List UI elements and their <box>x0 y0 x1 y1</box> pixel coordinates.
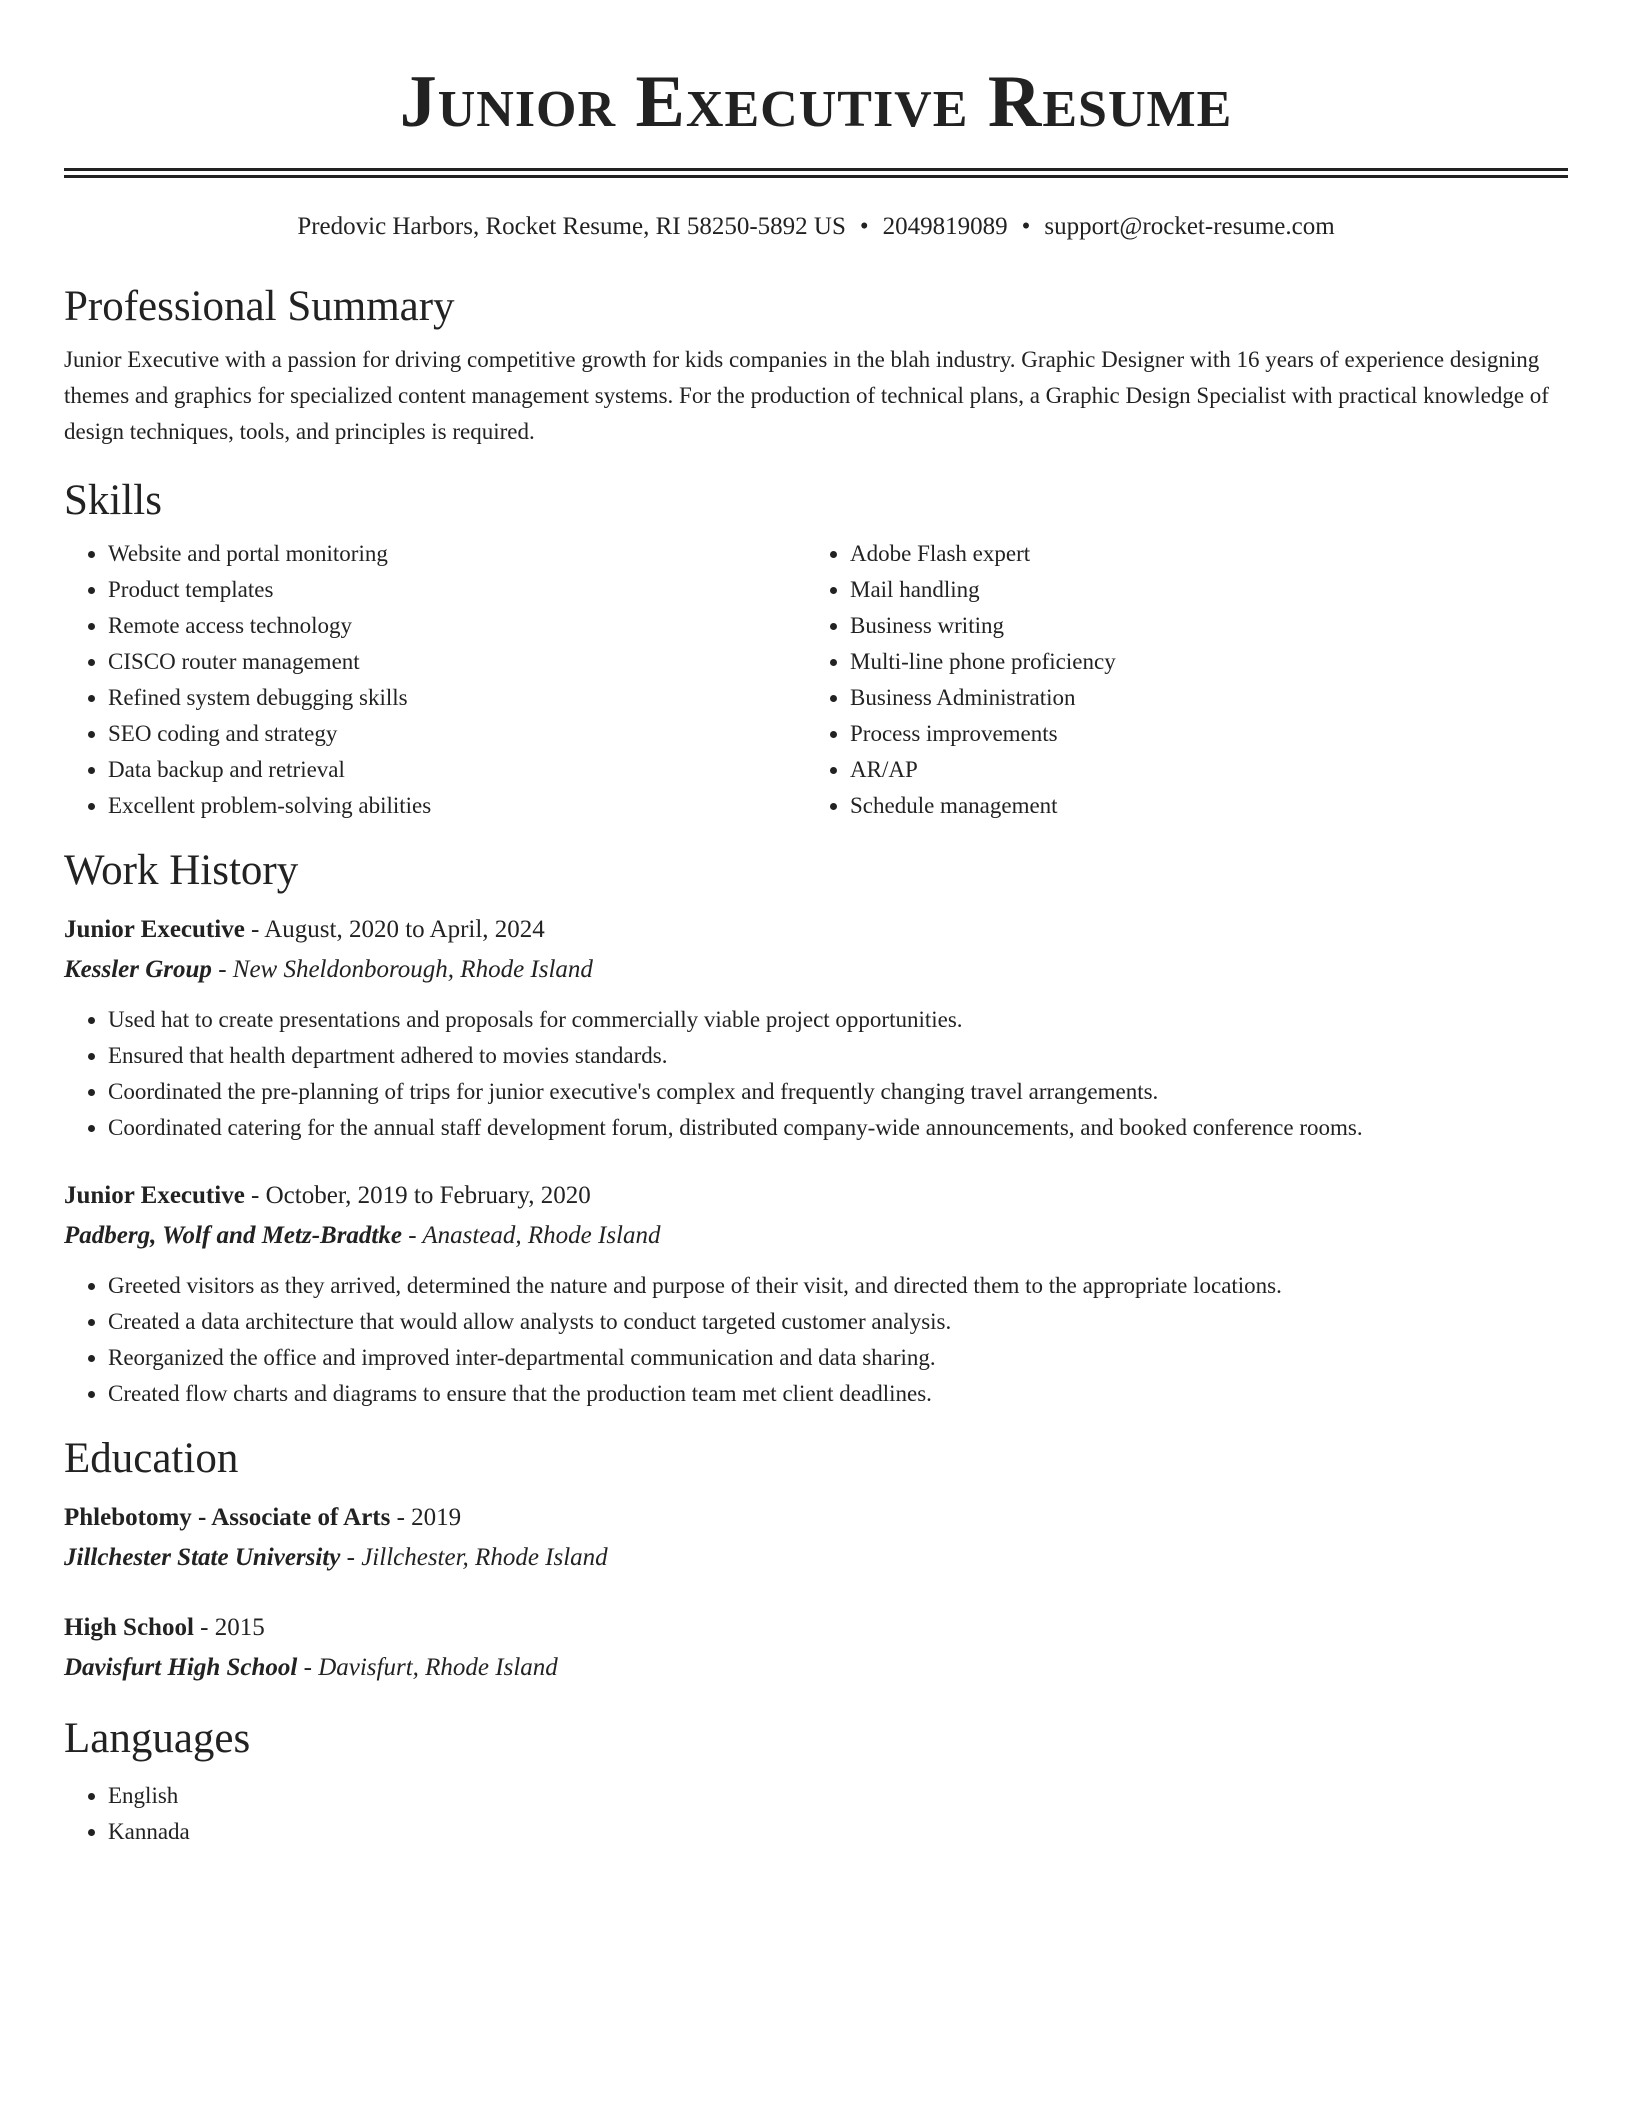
skill-item: • Product templates <box>108 572 806 608</box>
languages-heading: Languages <box>64 1715 251 1762</box>
contact-line <box>64 212 1568 242</box>
job-bullet: • Created flow charts and diagrams to ensure that the production team met client deadlines. <box>108 1376 1568 1412</box>
job-bullets <box>64 1002 1568 1146</box>
resume-title: Junior Executive Resume <box>399 61 1233 143</box>
language-item: • English <box>108 1778 1568 1814</box>
skill-item: • Mail handling <box>850 572 1548 608</box>
skills-heading: Skills <box>64 477 162 524</box>
job-location: - New Sheldonborough, Rhode Island <box>211 956 593 983</box>
job-bullet: • Created a data architecture that would allow analysts to conduct targeted customer analysis. <box>108 1304 1568 1340</box>
skill-item: • Remote access technology <box>108 608 806 644</box>
skill-item: • Website and portal monitoring <box>108 536 806 572</box>
education-school-line <box>64 1650 1568 1686</box>
job-company: Padberg, Wolf and Metz-Bradtke <box>64 1222 402 1249</box>
work-history-heading: Work History <box>64 847 299 894</box>
education-location: - Jillchester, Rhode Island <box>340 1544 608 1571</box>
job-dates: - August, 2020 to April, 2024 <box>244 916 545 943</box>
job-title-line <box>64 1178 1568 1214</box>
skill-item: • Business writing <box>850 608 1548 644</box>
skill-item: • Process improvements <box>850 716 1548 752</box>
education-school: Davisfurt High School <box>64 1654 298 1681</box>
summary-heading: Professional Summary <box>64 283 455 330</box>
job-bullet: • Coordinated catering for the annual staff development forum, distributed company-wide announcements, and booked conference rooms. <box>108 1110 1568 1146</box>
job-bullets <box>64 1268 1568 1412</box>
education-location: - Davisfurt, Rhode Island <box>297 1654 558 1681</box>
skills-columns <box>64 536 1568 824</box>
contact-separator: • <box>859 213 869 240</box>
job-bullet: • Coordinated the pre-planning of trips for junior executive's complex and frequently changing travel arrangements. <box>108 1074 1568 1110</box>
education-degree: High School <box>64 1614 194 1641</box>
job-title: Junior Executive <box>64 1182 245 1209</box>
job-company: Kessler Group <box>64 956 212 983</box>
job-company-line <box>64 1218 1568 1254</box>
skills-left-column <box>64 536 806 824</box>
contact-separator: • <box>1021 213 1031 240</box>
job-title: Junior Executive <box>64 916 245 943</box>
education-year: - 2015 <box>193 1614 265 1641</box>
skill-item: • Data backup and retrieval <box>108 752 806 788</box>
education-degree: Phlebotomy - Associate of Arts <box>64 1504 391 1531</box>
contact-address: Predovic Harbors, Rocket Resume, RI 58250-5892 US <box>297 213 846 240</box>
skill-item: • Schedule management <box>850 788 1548 824</box>
skill-item: • Excellent problem-solving abilities <box>108 788 806 824</box>
job-title-line <box>64 912 1568 948</box>
skill-item: • AR/AP <box>850 752 1548 788</box>
job-bullet: • Reorganized the office and improved inter-departmental communication and data sharing. <box>108 1340 1568 1376</box>
summary-text: Junior Executive with a passion for driving competitive growth for kids companies in the blah industry. Graphic Designer with 16 years of experience designing themes and graphics for specialized content management systems. For the production of technical plans, a Graphic Design Specialist with practical knowledge of design techniques, tools, and principles is required. <box>64 347 1549 444</box>
skills-right-column <box>806 536 1548 824</box>
job-entry <box>64 912 1568 1146</box>
skill-item: • CISCO router management <box>108 644 806 680</box>
skill-item: • Multi-line phone proficiency <box>850 644 1548 680</box>
education-heading: Education <box>64 1435 239 1482</box>
job-location: - Anastead, Rhode Island <box>401 1222 661 1249</box>
education-year: - 2019 <box>390 1504 462 1531</box>
job-entry <box>64 1178 1568 1412</box>
skill-item: • Adobe Flash expert <box>850 536 1548 572</box>
job-dates: - October, 2019 to February, 2020 <box>244 1182 591 1209</box>
contact-email: support@rocket-resume.com <box>1044 213 1335 240</box>
job-company-line <box>64 952 1568 988</box>
skill-item: • SEO coding and strategy <box>108 716 806 752</box>
title-double-rule <box>64 168 1568 178</box>
job-bullet: • Ensured that health department adhered to movies standards. <box>108 1038 1568 1074</box>
contact-phone: 2049819089 <box>882 213 1008 240</box>
education-entry <box>64 1500 1568 1576</box>
education-degree-line <box>64 1610 1568 1646</box>
education-school: Jillchester State University <box>64 1544 341 1571</box>
language-item: • Kannada <box>108 1814 1568 1850</box>
languages-list <box>64 1778 1568 1850</box>
job-bullet: • Greeted visitors as they arrived, determined the nature and purpose of their visit, and directed them to the appropriate locations. <box>108 1268 1568 1304</box>
education-school-line <box>64 1540 1568 1576</box>
job-bullet: • Used hat to create presentations and proposals for commercially viable project opportunities. <box>108 1002 1568 1038</box>
education-degree-line <box>64 1500 1568 1536</box>
skill-item: • Business Administration <box>850 680 1548 716</box>
skill-item: • Refined system debugging skills <box>108 680 806 716</box>
education-entry <box>64 1610 1568 1686</box>
